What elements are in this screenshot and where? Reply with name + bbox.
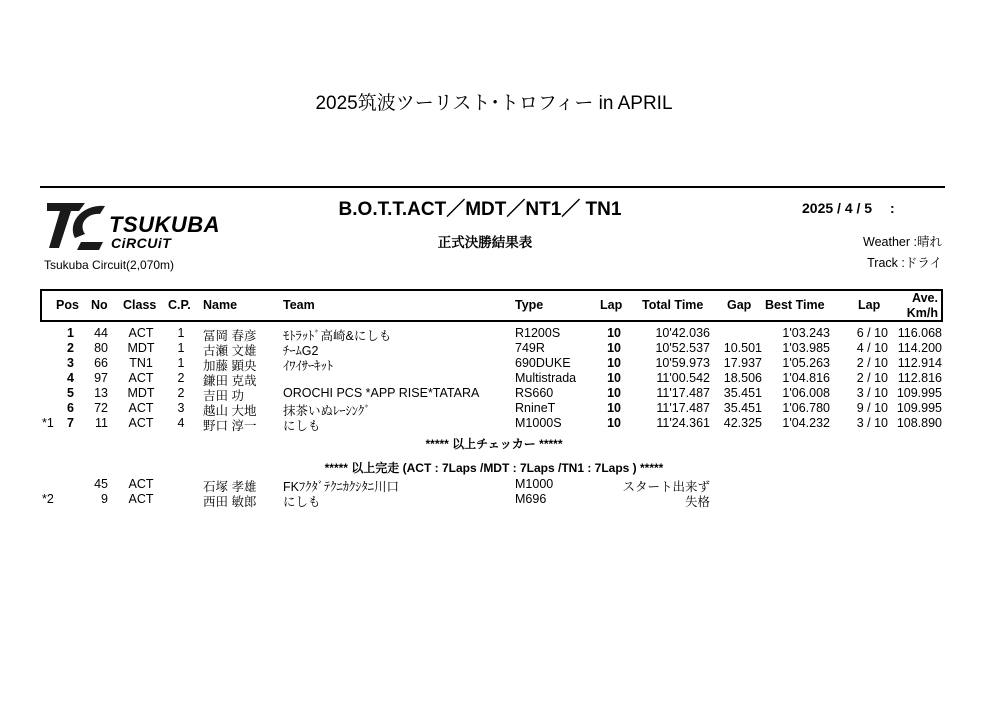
class-cell: ACT bbox=[128, 401, 154, 415]
best-lap-cell: 2 / 10 bbox=[856, 356, 888, 370]
name-cell: 越山 大地 bbox=[203, 404, 257, 418]
cp-cell: 1 bbox=[177, 341, 185, 355]
event-title: 2025筑波ツーリスト･トロフィー in APRIL bbox=[315, 93, 673, 114]
pos-cell: 2 bbox=[67, 341, 74, 355]
avg-speed-cell: 108.890 bbox=[896, 416, 942, 430]
team-cell: ﾓﾄﾗｯﾄﾞ高崎&にしも bbox=[283, 329, 392, 343]
header-rule bbox=[40, 186, 945, 188]
header-type: Type bbox=[515, 298, 544, 312]
cp-cell: 1 bbox=[177, 356, 185, 370]
name-cell: 吉田 功 bbox=[203, 389, 244, 403]
pos-cell: 5 bbox=[67, 386, 74, 400]
avg-speed-cell: 112.914 bbox=[897, 356, 942, 370]
no-cell: 72 bbox=[94, 401, 108, 415]
name-cell: 冨岡 春彦 bbox=[203, 329, 257, 343]
class-cell: ACT bbox=[128, 492, 154, 506]
gap-cell: 10.501 bbox=[723, 341, 762, 355]
status-cell: スタート出来ず bbox=[622, 480, 710, 494]
best-time-cell: 1'05.263 bbox=[782, 356, 830, 370]
best-lap-cell: 9 / 10 bbox=[856, 401, 888, 415]
weather-value: 晴れ bbox=[916, 235, 942, 249]
class-cell: ACT bbox=[128, 326, 154, 340]
logo-main-text: TSUKUBA bbox=[109, 212, 221, 237]
table-row bbox=[0, 356, 988, 371]
table-row bbox=[0, 401, 988, 416]
laps-cell: 10 bbox=[607, 386, 621, 400]
laps-cell: 10 bbox=[607, 401, 621, 415]
name-cell: 西田 敏郎 bbox=[203, 495, 257, 509]
team-cell: ｲﾜｲｻｰｷｯﾄ bbox=[283, 359, 334, 373]
header-class: Class bbox=[123, 298, 157, 312]
table-row bbox=[0, 326, 988, 341]
best-lap-cell: 2 / 10 bbox=[856, 371, 888, 385]
cp-cell: 4 bbox=[177, 416, 185, 430]
no-cell: 97 bbox=[94, 371, 108, 385]
cp-cell: 2 bbox=[177, 371, 185, 385]
note-cell: *1 bbox=[42, 416, 54, 430]
gap-cell: 35.451 bbox=[723, 386, 762, 400]
name-cell: 加藤 顕央 bbox=[203, 359, 257, 373]
team-cell: OROCHI PCS *APP RISE*TATARA bbox=[283, 386, 480, 400]
header-total-time: Total Time bbox=[642, 298, 704, 312]
total-time-cell: 10'52.537 bbox=[655, 341, 710, 355]
weather-label: Weather : bbox=[863, 235, 917, 249]
avg-speed-cell: 114.200 bbox=[897, 341, 942, 355]
laps-cell: 10 bbox=[607, 416, 621, 430]
header-team: Team bbox=[283, 298, 315, 312]
avg-speed-cell: 109.995 bbox=[896, 401, 942, 415]
avg-speed-cell: 109.995 bbox=[896, 386, 942, 400]
no-cell: 66 bbox=[94, 356, 108, 370]
class-cell: MDT bbox=[127, 386, 155, 400]
best-lap-cell: 3 / 10 bbox=[856, 386, 888, 400]
gap-cell: 42.325 bbox=[723, 416, 762, 430]
tsukuba-circuit-logo bbox=[45, 200, 255, 255]
race-title: B.O.T.T.ACT／MDT／NT1／ TN1 bbox=[338, 199, 622, 220]
pos-cell: 6 bbox=[67, 401, 74, 415]
team-cell: FKﾌｸﾀﾞﾃｸﾆｶｸｼﾀﾆ川口 bbox=[283, 480, 399, 494]
type-cell: Multistrada bbox=[515, 371, 577, 385]
class-cell: ACT bbox=[128, 371, 154, 385]
name-cell: 野口 淳一 bbox=[203, 419, 257, 433]
pos-cell: 3 bbox=[67, 356, 74, 370]
no-cell: 11 bbox=[95, 416, 108, 430]
avg-speed-cell: 112.816 bbox=[897, 371, 942, 385]
header-avg-line2: Km/h bbox=[906, 306, 938, 320]
type-cell: R1200S bbox=[515, 326, 561, 340]
class-cell: ACT bbox=[128, 477, 154, 491]
total-time-cell: 11'17.487 bbox=[656, 401, 710, 415]
team-cell: ﾁｰﾑG2 bbox=[283, 344, 319, 358]
best-time-cell: 1'06.008 bbox=[782, 386, 830, 400]
best-lap-cell: 4 / 10 bbox=[856, 341, 888, 355]
table-row bbox=[0, 477, 988, 492]
pos-cell: 1 bbox=[67, 326, 74, 340]
circuit-info: Tsukuba Circuit(2,070m) bbox=[44, 258, 175, 272]
total-time-cell: 11'17.487 bbox=[656, 386, 710, 400]
table-row bbox=[0, 492, 988, 507]
gap-cell: 35.451 bbox=[723, 401, 762, 415]
result-title: 正式決勝結果表 bbox=[437, 235, 533, 250]
track-info bbox=[867, 253, 942, 271]
table-row bbox=[0, 386, 988, 401]
team-cell: にしも bbox=[283, 419, 321, 433]
no-cell: 45 bbox=[94, 477, 108, 491]
type-cell: 749R bbox=[515, 341, 545, 355]
checker-line: ***** 以上チェッカー ***** bbox=[425, 437, 563, 451]
header-lap: Lap bbox=[600, 298, 623, 312]
header-pos: Pos bbox=[56, 298, 79, 312]
cp-cell: 3 bbox=[177, 401, 185, 415]
name-cell: 石塚 孝雄 bbox=[203, 480, 257, 494]
type-cell: RS660 bbox=[515, 386, 554, 400]
name-cell: 鎌田 克哉 bbox=[203, 374, 257, 388]
gap-cell: 17.937 bbox=[723, 356, 762, 370]
finish-line: ***** 以上完走 (ACT : 7Laps /MDT : 7Laps /TN1 : 7Laps ) ***** bbox=[324, 461, 664, 475]
best-time-cell: 1'06.780 bbox=[782, 401, 830, 415]
header-avg-line1: Ave. bbox=[912, 291, 938, 305]
track-label: Track : bbox=[867, 256, 905, 270]
best-time-cell: 1'03.243 bbox=[782, 326, 830, 340]
avg-speed-cell: 116.068 bbox=[897, 326, 942, 340]
track-value: ドライ bbox=[904, 256, 942, 270]
pos-cell: 7 bbox=[67, 416, 74, 430]
laps-cell: 10 bbox=[607, 326, 621, 340]
header-cp: C.P. bbox=[168, 298, 191, 312]
class-cell: MDT bbox=[127, 341, 155, 355]
type-cell: RnineT bbox=[515, 401, 556, 415]
gap-cell: 18.506 bbox=[723, 371, 762, 385]
header-no: No bbox=[91, 298, 108, 312]
race-date: 2025 / 4 / 5 : bbox=[802, 200, 895, 216]
header-gap: Gap bbox=[727, 298, 752, 312]
team-cell: にしも bbox=[283, 495, 321, 509]
no-cell: 9 bbox=[101, 492, 108, 506]
name-cell: 古瀬 文雄 bbox=[203, 344, 257, 358]
status-cell: 失格 bbox=[684, 495, 710, 509]
type-cell: 690DUKE bbox=[515, 356, 571, 370]
logo-sub-text: CiRCUiT bbox=[111, 235, 172, 251]
no-cell: 44 bbox=[94, 326, 108, 340]
total-time-cell: 11'00.542 bbox=[656, 371, 710, 385]
best-time-cell: 1'03.985 bbox=[782, 341, 830, 355]
best-time-cell: 1'04.232 bbox=[782, 416, 830, 430]
weather-info bbox=[863, 232, 942, 250]
table-row bbox=[0, 416, 988, 431]
total-time-cell: 10'59.973 bbox=[655, 356, 710, 370]
header-best-lap: Lap bbox=[858, 298, 881, 312]
laps-cell: 10 bbox=[607, 371, 621, 385]
pos-cell: 4 bbox=[67, 371, 74, 385]
total-time-cell: 10'42.036 bbox=[655, 326, 710, 340]
cp-cell: 2 bbox=[177, 386, 185, 400]
cp-cell: 1 bbox=[177, 326, 185, 340]
best-lap-cell: 6 / 10 bbox=[856, 326, 888, 340]
best-time-cell: 1'04.816 bbox=[782, 371, 830, 385]
laps-cell: 10 bbox=[607, 356, 621, 370]
laps-cell: 10 bbox=[607, 341, 621, 355]
class-cell: TN1 bbox=[129, 356, 153, 370]
note-cell: *2 bbox=[42, 492, 54, 506]
class-cell: ACT bbox=[128, 416, 154, 430]
team-cell: 抹茶いぬﾚｰｼﾝｸﾞ bbox=[283, 404, 371, 418]
total-time-cell: 11'24.361 bbox=[656, 416, 710, 430]
no-cell: 13 bbox=[94, 386, 108, 400]
table-row bbox=[0, 371, 988, 386]
best-lap-cell: 3 / 10 bbox=[856, 416, 888, 430]
type-cell: M696 bbox=[515, 492, 547, 506]
type-cell: M1000S bbox=[515, 416, 562, 430]
no-cell: 80 bbox=[94, 341, 108, 355]
type-cell: M1000 bbox=[515, 477, 554, 491]
table-row bbox=[0, 341, 988, 356]
header-name: Name bbox=[203, 298, 238, 312]
header-best-time: Best Time bbox=[765, 298, 825, 312]
